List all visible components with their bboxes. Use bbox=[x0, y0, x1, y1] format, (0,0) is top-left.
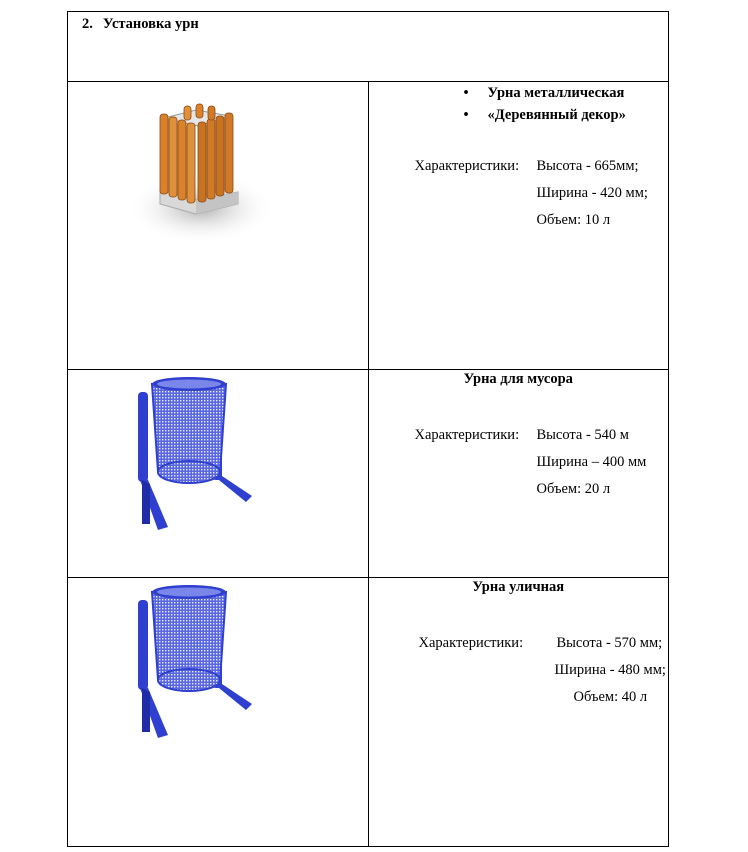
spec-volume: Объем: 40 л bbox=[573, 689, 648, 706]
spec-width: Ширина – 400 мм bbox=[536, 453, 647, 470]
item-3-title: Урна уличная bbox=[472, 579, 565, 596]
spec-width: Ширина - 420 мм; bbox=[536, 185, 648, 202]
image-cell-3 bbox=[68, 578, 369, 847]
text-cell-3 bbox=[368, 578, 669, 847]
spec-volume: Объем: 10 л bbox=[536, 212, 611, 229]
blue-mesh-bin-image bbox=[128, 580, 268, 742]
section-title: Установка урн bbox=[102, 16, 199, 32]
spec-volume: Объем: 20 л bbox=[536, 480, 611, 497]
bullet-item: • «Деревянный декор» bbox=[488, 107, 626, 124]
spec-height: Высота - 665мм; bbox=[536, 158, 639, 175]
characteristics-label: Характеристики: bbox=[414, 426, 520, 443]
characteristics-label: Характеристики: bbox=[414, 158, 520, 175]
section-header-cell bbox=[68, 12, 669, 82]
spec-height: Высота - 570 мм; bbox=[556, 635, 663, 652]
characteristics-label: Характеристики: bbox=[418, 635, 524, 652]
blue-mesh-bin-image bbox=[128, 372, 268, 534]
text-cell-1 bbox=[368, 82, 669, 370]
text-cell-2 bbox=[368, 369, 669, 577]
item-2-title: Урна для мусора bbox=[463, 370, 573, 387]
image-cell-1 bbox=[68, 82, 369, 370]
image-cell-2 bbox=[68, 369, 369, 577]
bullet-item: • Урна металлическая bbox=[488, 85, 625, 102]
wooden-decor-bin-image bbox=[126, 100, 276, 246]
section-heading bbox=[82, 16, 668, 33]
spec-height: Высота - 540 м bbox=[536, 426, 629, 443]
section-number: 2. bbox=[82, 16, 93, 32]
spec-width: Ширина - 480 мм; bbox=[554, 662, 666, 679]
urn-table bbox=[67, 11, 669, 847]
